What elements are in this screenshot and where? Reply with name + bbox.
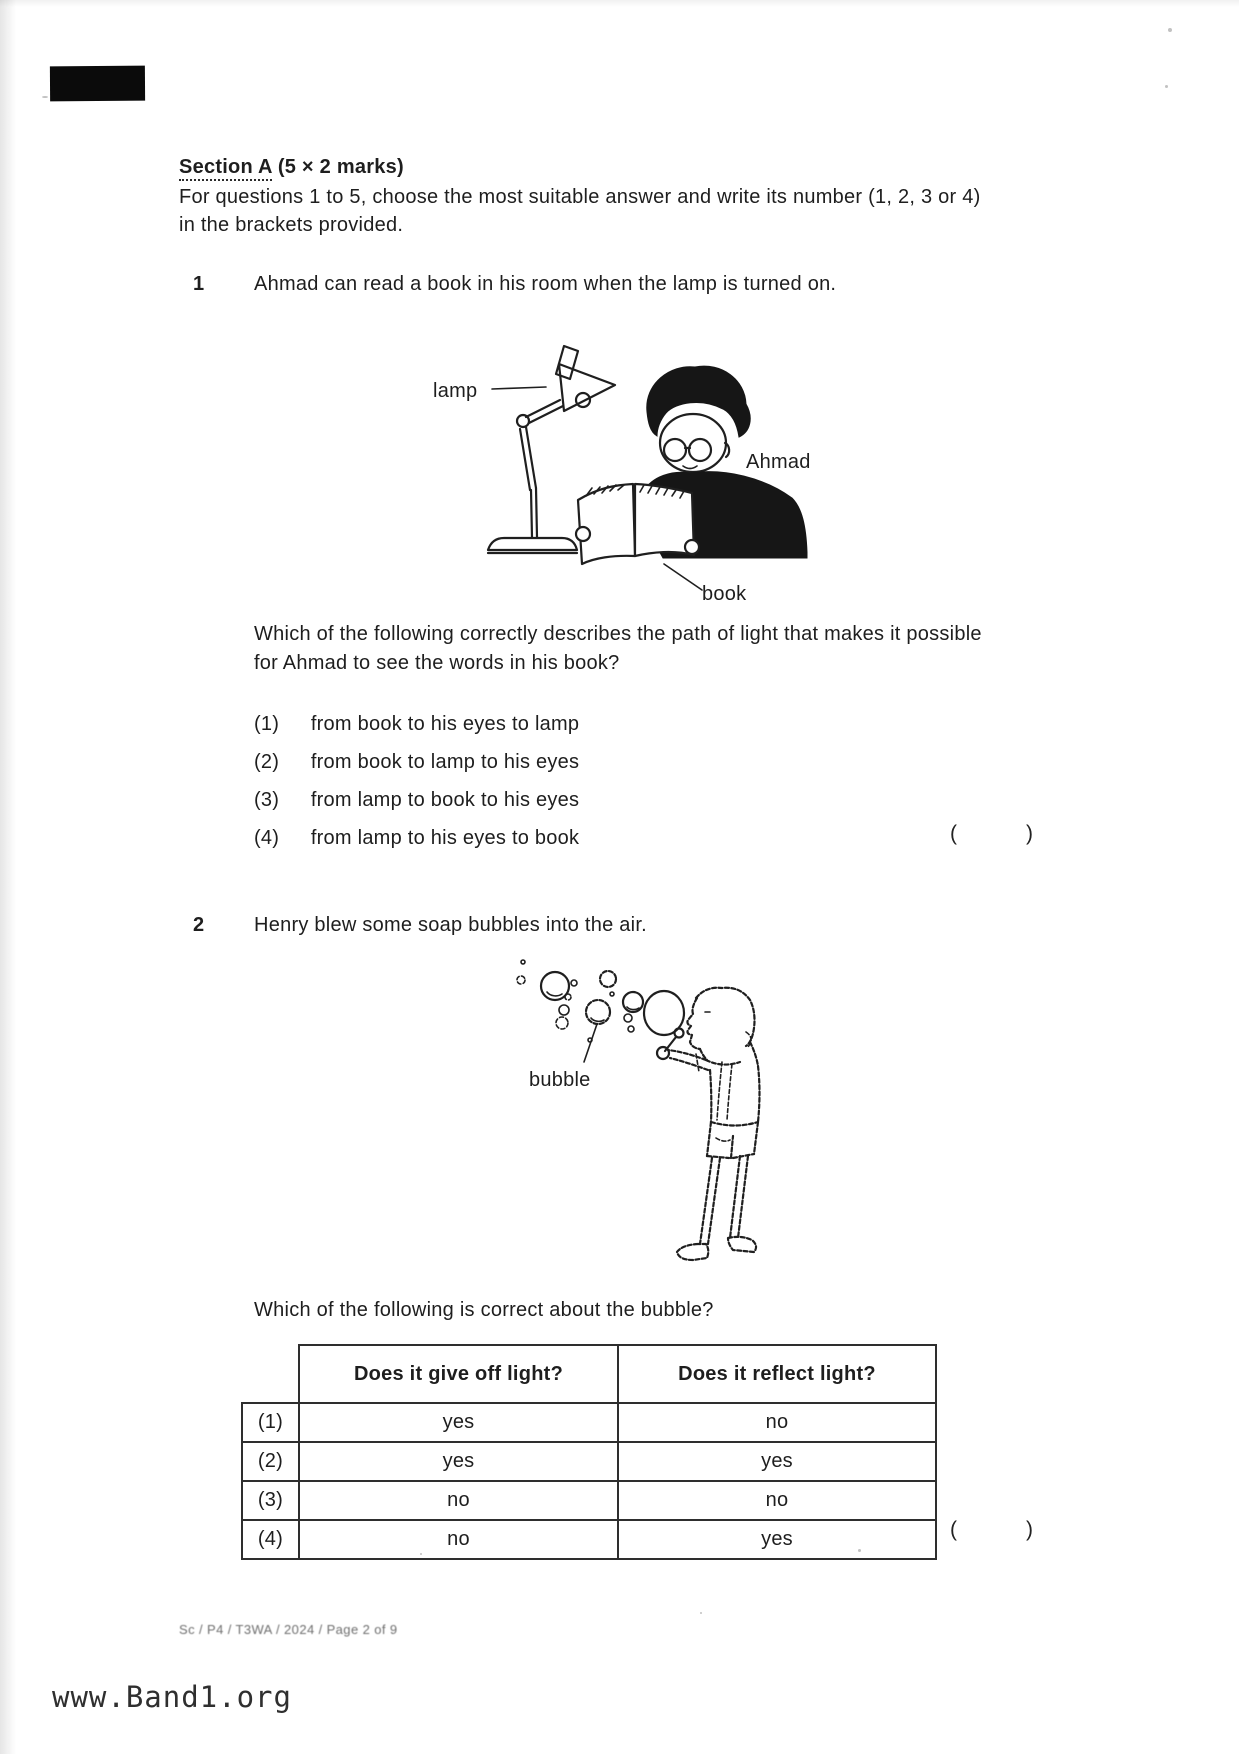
question-2-stem: Henry blew some soap bubbles into the air. bbox=[254, 914, 647, 936]
question-2-number: 2 bbox=[193, 914, 205, 936]
book-label: book bbox=[702, 583, 747, 605]
page-footer-code: Sc / P4 / T3WA / 2024 / Page 2 of 9 bbox=[179, 1622, 398, 1637]
question-2-prompt: Which of the following is correct about the bubble? bbox=[254, 1299, 714, 1321]
row-number: (4) bbox=[242, 1520, 299, 1559]
table-header-give-off-light: Does it give off light? bbox=[299, 1345, 618, 1403]
section-title-suffix: (5 × 2 marks) bbox=[272, 156, 404, 178]
person-label: Ahmad bbox=[746, 451, 811, 473]
table-header-reflect-light: Does it reflect light? bbox=[618, 1345, 936, 1403]
option-text: from book to his eyes to lamp bbox=[310, 713, 580, 735]
row-cell: yes bbox=[299, 1442, 618, 1481]
row-number: (1) bbox=[242, 1403, 299, 1442]
instructions-line-1: For questions 1 to 5, choose the most suitable answer and write its number (1, 2, 3 or 4) bbox=[179, 186, 981, 208]
bubble-blowing-boy-drawing bbox=[657, 988, 760, 1260]
row-number: (2) bbox=[242, 1442, 299, 1481]
answer-bracket-open: ( bbox=[950, 1518, 957, 1541]
row-cell: no bbox=[299, 1520, 618, 1559]
option-row bbox=[254, 786, 579, 814]
option-row bbox=[254, 748, 579, 776]
option-number: (4) bbox=[254, 827, 280, 849]
bubble-label: bubble bbox=[529, 1069, 591, 1091]
question-2-illustration bbox=[500, 950, 770, 1272]
table-row bbox=[242, 1481, 936, 1520]
row-cell: yes bbox=[618, 1442, 936, 1481]
row-cell: no bbox=[299, 1481, 618, 1520]
instructions-line-2: in the brackets provided. bbox=[179, 214, 404, 236]
question-1-number: 1 bbox=[193, 273, 205, 295]
answer-bracket-open: ( bbox=[950, 822, 957, 845]
table-row bbox=[242, 1520, 936, 1559]
table-row bbox=[242, 1403, 936, 1442]
option-number: (2) bbox=[254, 751, 280, 773]
option-row bbox=[254, 710, 579, 738]
option-number: (1) bbox=[254, 713, 280, 735]
lamp-label: lamp bbox=[433, 380, 478, 402]
section-instructions bbox=[179, 183, 981, 239]
option-number: (3) bbox=[254, 789, 280, 811]
row-cell: no bbox=[618, 1481, 936, 1520]
row-cell: no bbox=[618, 1403, 936, 1442]
row-number: (3) bbox=[242, 1481, 299, 1520]
section-title-main: Section A bbox=[179, 156, 272, 181]
table-row bbox=[242, 1442, 936, 1481]
watermark-site: www.Band1.org bbox=[52, 1680, 292, 1714]
row-cell: yes bbox=[618, 1520, 936, 1559]
table-corner-cell bbox=[242, 1345, 299, 1403]
option-text: from lamp to his eyes to book bbox=[310, 827, 580, 849]
option-text: from book to lamp to his eyes bbox=[310, 751, 580, 773]
option-text: from lamp to book to his eyes bbox=[310, 789, 580, 811]
option-row bbox=[254, 824, 579, 852]
answer-bracket-close: ) bbox=[1026, 822, 1033, 845]
question-1-prompt bbox=[254, 620, 982, 678]
prompt-line-1: Which of the following correctly describes the path of light that makes it possible bbox=[254, 623, 982, 645]
table-header-row bbox=[242, 1345, 936, 1403]
answer-table bbox=[241, 1344, 937, 1560]
answer-bracket-close: ) bbox=[1026, 1518, 1033, 1541]
question-1-stem: Ahmad can read a book in his room when the lamp is turned on. bbox=[254, 273, 837, 295]
bubbles-drawing bbox=[517, 960, 684, 1062]
prompt-line-2: for Ahmad to see the words in his book? bbox=[254, 652, 620, 674]
section-title bbox=[179, 153, 404, 181]
row-cell: yes bbox=[299, 1403, 618, 1442]
question-1-illustration bbox=[480, 340, 825, 620]
open-book-drawing bbox=[576, 484, 702, 590]
